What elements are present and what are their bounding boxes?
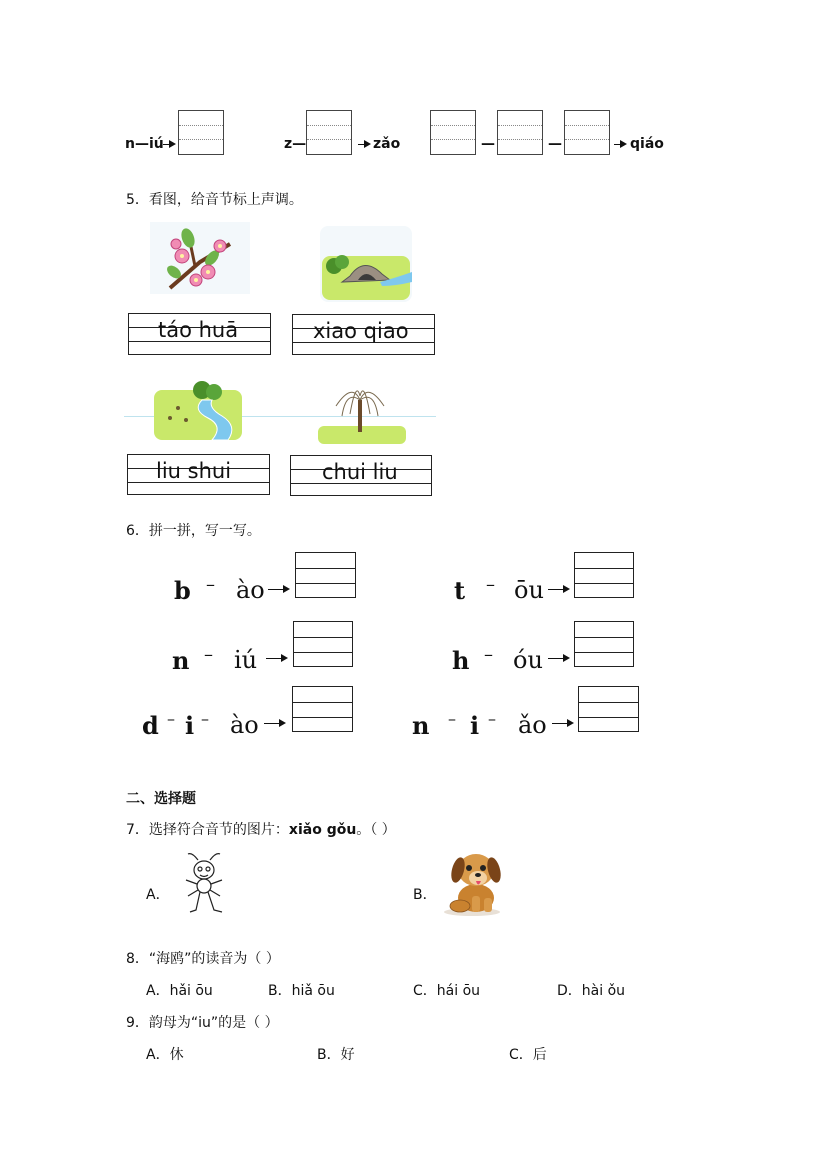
arrow-icon [268, 589, 288, 590]
initial: b [174, 576, 191, 605]
dog-image[interactable] [438, 846, 506, 918]
q4-item2-suffix: zǎo [373, 136, 401, 152]
q6-question: 6．拼一拼，写一写。 [126, 523, 261, 539]
hyphen: – [204, 644, 213, 665]
medial: i [185, 711, 195, 740]
final: óu [513, 646, 543, 674]
final: ào [236, 576, 265, 604]
initial: h [452, 646, 470, 675]
arrow-icon [552, 723, 572, 724]
q5-question: 5．看图，给音节标上声调。 [126, 192, 303, 208]
q7-question-prefix: 7．选择符合音节的图片： [126, 822, 289, 838]
q7-question-suffix: 。（ ） [356, 822, 396, 838]
hyphen: – [167, 709, 175, 728]
q4-item2-prefix: z— [284, 136, 307, 152]
q8-option-d[interactable]: D．hài ǒu [557, 983, 626, 999]
final: ōu [514, 576, 544, 604]
hyphen: – [488, 709, 496, 728]
peach-blossom-image [150, 222, 250, 294]
q4-answer-box-2[interactable] [306, 110, 352, 155]
q4-separator: — [481, 136, 495, 152]
q9-question: 9．韵母为“iu”的是（ ） [126, 1015, 279, 1031]
arrow-icon [266, 658, 286, 659]
q4-separator: — [548, 136, 562, 152]
hyphen: – [486, 574, 495, 595]
write-grid[interactable] [578, 686, 639, 732]
q8-option-c[interactable]: C．hái ōu [413, 983, 481, 999]
write-grid[interactable] [293, 621, 353, 667]
q9-option-c[interactable]: C．后 [509, 1047, 547, 1063]
q8-option-a[interactable]: A．hǎi ōu [146, 983, 213, 999]
write-grid[interactable] [292, 686, 353, 732]
q7-option-b[interactable]: B． [413, 887, 437, 903]
flowing-water-image [152, 378, 244, 442]
q7-syllable: xiǎo gǒu [288, 822, 357, 838]
q4-item3-suffix: qiáo [630, 136, 664, 152]
arrow-icon [548, 658, 568, 659]
pinyin-label-2: xiao qiao [313, 319, 409, 343]
arrow-icon [548, 589, 568, 590]
initial: d [142, 711, 159, 740]
q4-answer-box-4[interactable] [497, 110, 543, 155]
q8-question: 8．“海鸥”的读音为（ ） [126, 951, 280, 967]
initial: n [172, 646, 190, 675]
write-grid[interactable] [295, 552, 356, 598]
q4-answer-box-3[interactable] [430, 110, 476, 155]
q9-option-a[interactable]: A．休 [146, 1047, 184, 1063]
q7-option-a[interactable]: A． [146, 887, 170, 903]
weeping-willow-image [316, 376, 408, 446]
q4-answer-box-1[interactable] [178, 110, 224, 155]
write-grid[interactable] [574, 621, 634, 667]
initial: n [412, 711, 430, 740]
pinyin-label-3: liu shui [156, 459, 232, 483]
q7-question [126, 819, 396, 839]
hyphen: – [201, 709, 209, 728]
write-grid[interactable] [574, 552, 634, 598]
section-title: 二、选择题 [126, 791, 196, 807]
hyphen: – [448, 709, 456, 728]
ant-image[interactable] [180, 850, 230, 916]
hyphen: – [206, 574, 215, 595]
final: ào [230, 711, 259, 739]
hyphen: – [484, 644, 493, 665]
final: iú [234, 646, 258, 674]
q8-option-b[interactable]: B．hiǎ ōu [268, 983, 335, 999]
initial: t [454, 576, 466, 605]
medial: i [470, 711, 480, 740]
arrow-icon [163, 144, 174, 145]
q9-option-b[interactable]: B．好 [317, 1047, 355, 1063]
small-bridge-image [320, 226, 412, 302]
pinyin-label-4: chui liu [322, 460, 398, 484]
pinyin-label-1: táo huā [158, 318, 239, 342]
final: ǎo [518, 711, 547, 739]
arrow-icon [614, 144, 625, 145]
arrow-icon [264, 723, 284, 724]
q4-item1-prefix: n—iú [125, 136, 164, 152]
q4-answer-box-5[interactable] [564, 110, 610, 155]
arrow-icon [358, 144, 369, 145]
